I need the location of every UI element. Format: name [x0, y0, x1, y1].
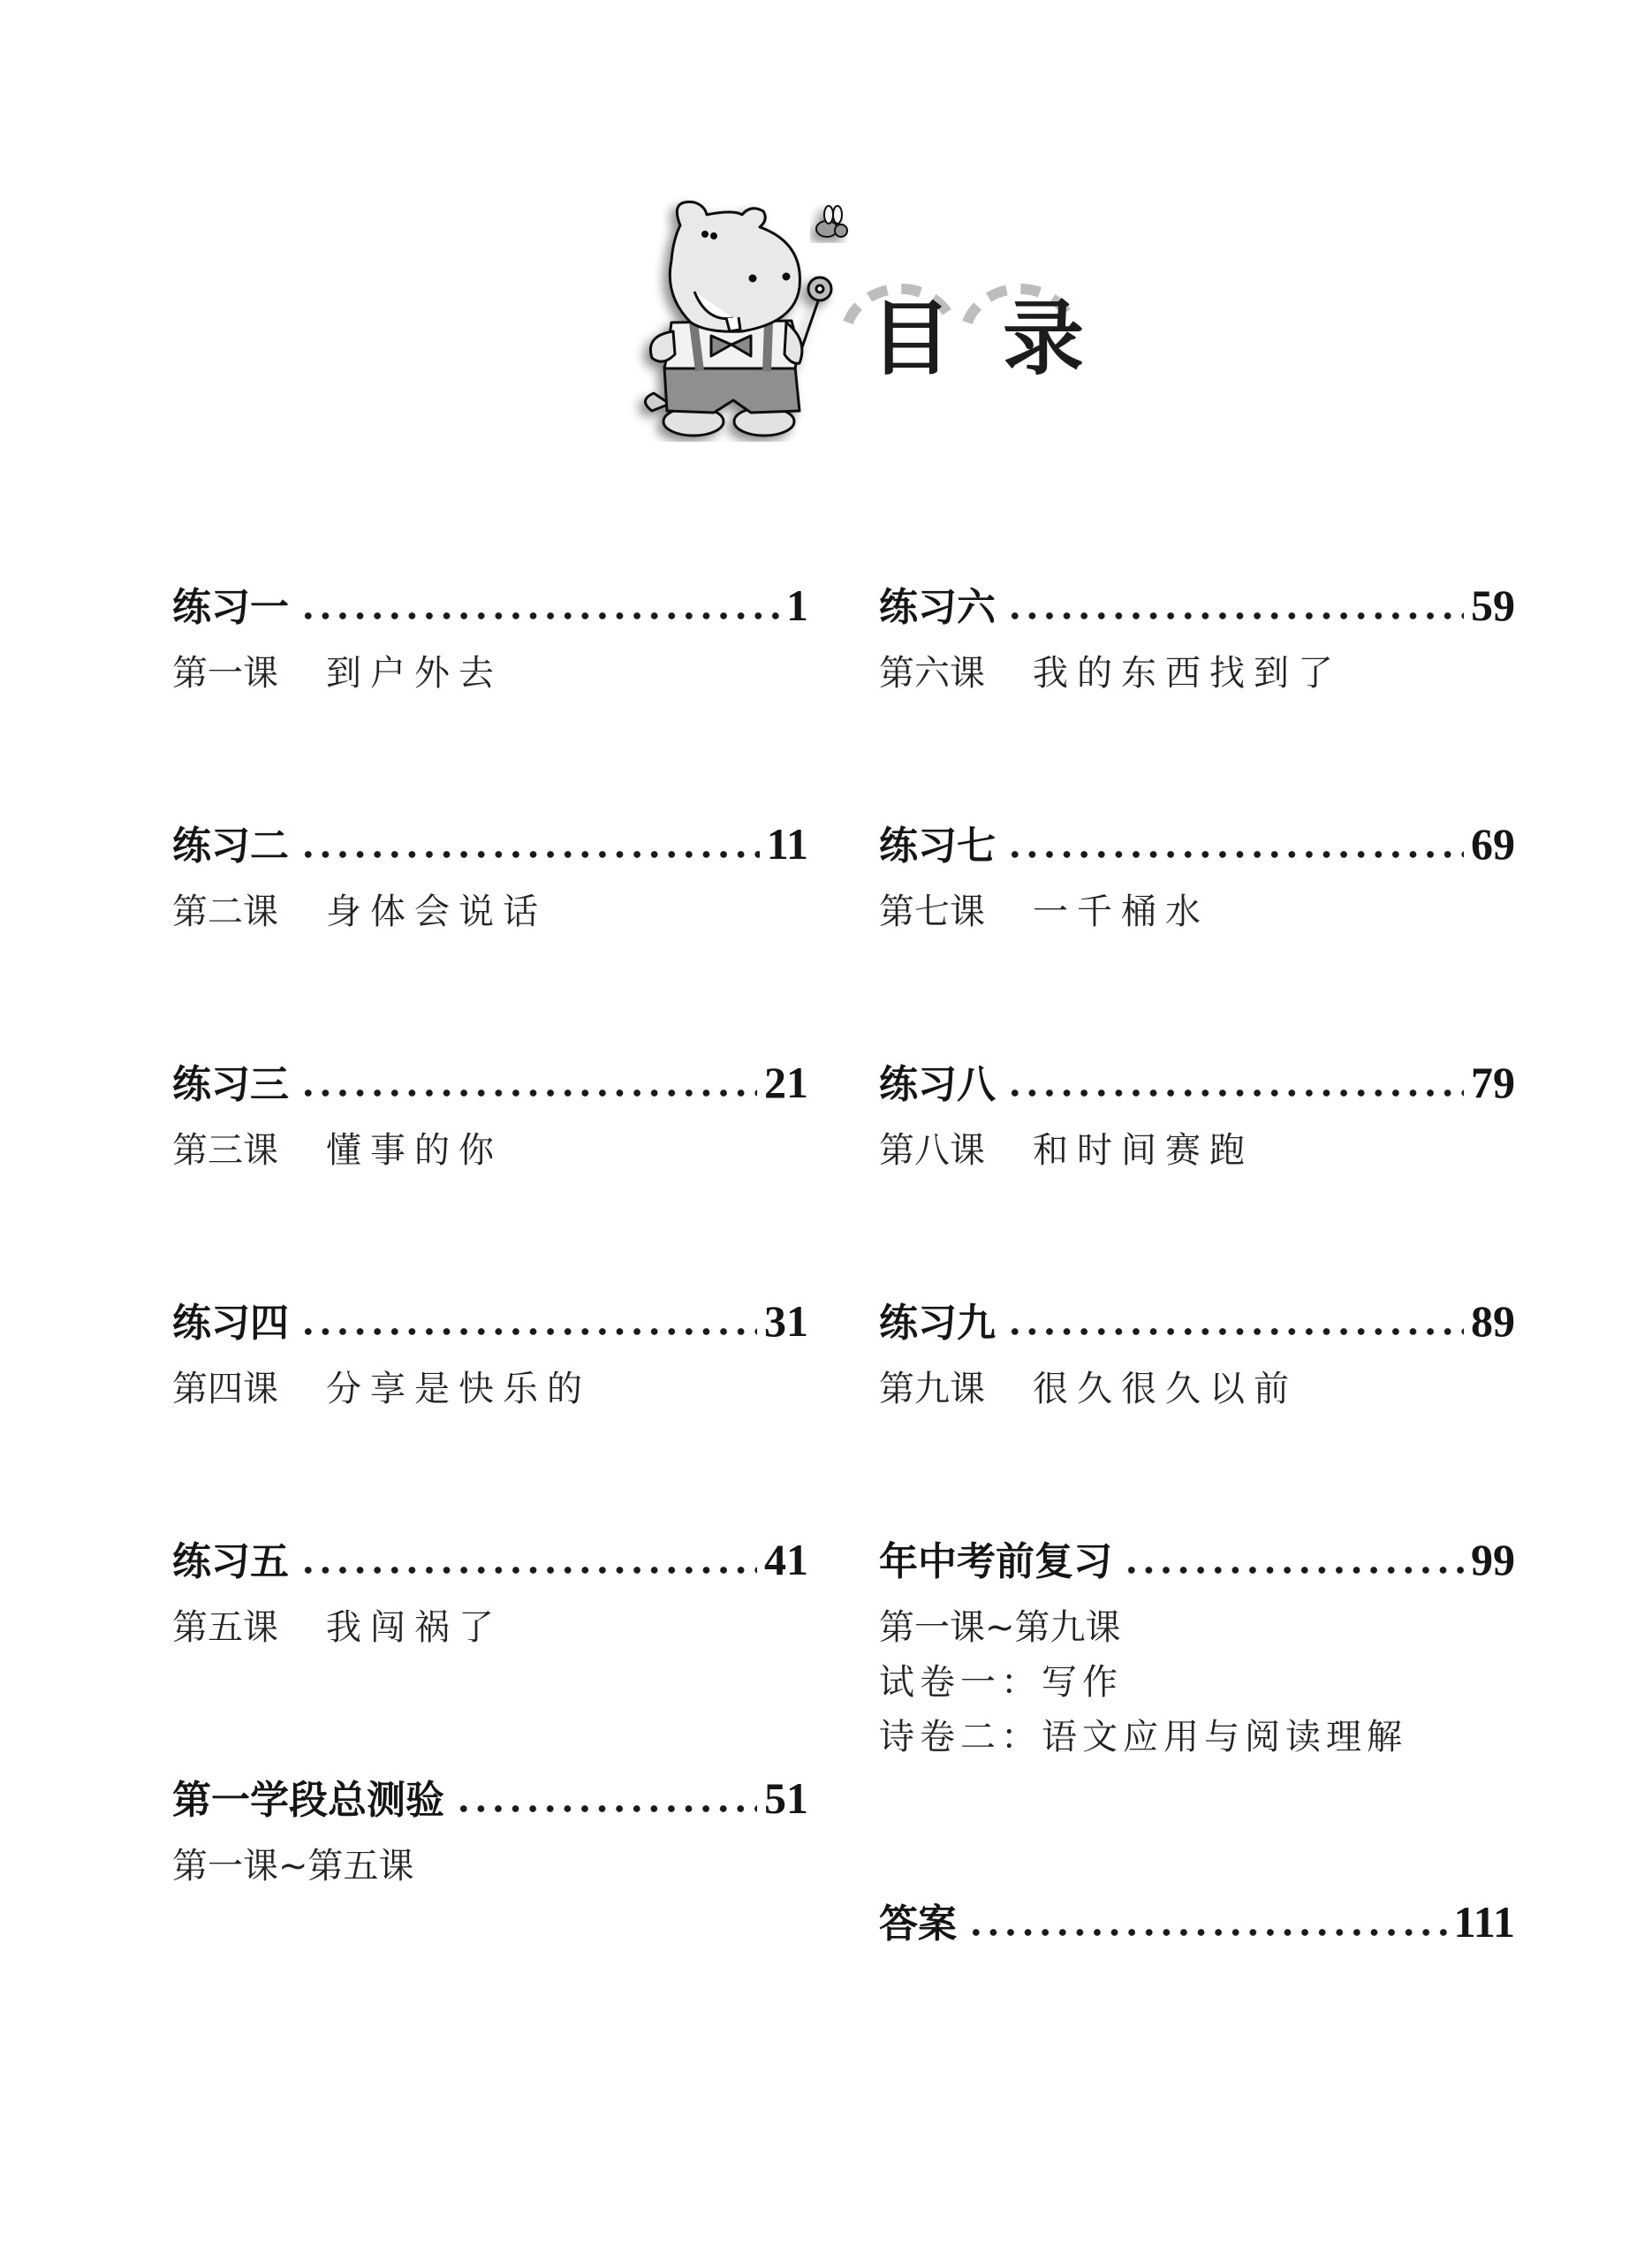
toc-entry-exercise-6[interactable] [879, 574, 1515, 695]
entry-title: 练习六 [879, 585, 996, 630]
lesson-topic: 到户外去 [326, 653, 503, 694]
lesson-number: 第一课 [172, 653, 278, 694]
lesson-line [879, 891, 1515, 933]
lesson-number: 第六课 [879, 653, 985, 694]
page-number: 51 [764, 1773, 808, 1823]
hippo-mascot-illustration [618, 190, 857, 442]
dot-leader [1006, 1089, 1464, 1097]
page-number: 41 [764, 1535, 808, 1584]
page-number: 59 [1471, 581, 1515, 630]
lesson-number: 第四课 [172, 1369, 278, 1409]
entry-title: 练习四 [172, 1301, 289, 1346]
page-number: 69 [1471, 819, 1515, 869]
entry-title: 练习八 [879, 1062, 996, 1107]
dot-leader [299, 611, 779, 620]
lesson-topic: 我的东西找到了 [1033, 653, 1342, 694]
toc-entry-answers[interactable] [879, 1891, 1515, 1947]
dot-leader [299, 1566, 757, 1575]
lesson-line [879, 652, 1515, 695]
toc-entry-midyear-review[interactable] [879, 1529, 1515, 1758]
lesson-line [172, 1606, 808, 1649]
entry-title: 练习三 [172, 1062, 289, 1107]
toc-entry-exercise-5[interactable] [172, 1529, 808, 1649]
page-number: 89 [1471, 1296, 1515, 1346]
lesson-topic: 懂事的你 [326, 1130, 503, 1171]
lesson-line [172, 1129, 808, 1172]
toc-entry-exercise-7[interactable] [879, 813, 1515, 933]
lesson-number: 第八课 [879, 1130, 985, 1171]
lesson-line [879, 1129, 1515, 1172]
page-title: 目录 [870, 292, 1136, 386]
dot-leader [455, 1804, 757, 1813]
lesson-topic: 一千桶水 [1033, 892, 1209, 932]
dot-leader [1006, 611, 1464, 620]
dot-leader [1006, 1327, 1464, 1336]
dot-leader [299, 1327, 757, 1336]
toc-entry-exercise-2[interactable] [172, 813, 808, 933]
entry-title: 练习七 [879, 824, 996, 869]
entry-title: 练习九 [879, 1301, 996, 1346]
lesson-topic: 我闯祸了 [326, 1607, 503, 1648]
dot-leader [1006, 850, 1464, 859]
dot-leader [299, 1089, 757, 1097]
page-number: 99 [1471, 1535, 1515, 1584]
lesson-range: 第一课~第五课 [172, 1846, 414, 1886]
page-number: 111 [1453, 1897, 1515, 1947]
entry-title: 练习五 [172, 1539, 289, 1584]
dot-leader [299, 850, 760, 859]
page-number: 79 [1471, 1058, 1515, 1107]
lesson-number: 第九课 [879, 1369, 985, 1409]
lesson-number: 第二课 [172, 892, 278, 932]
lesson-topic: 很久很久以前 [1033, 1369, 1298, 1409]
dot-leader [967, 1928, 1447, 1937]
lesson-line [172, 1368, 808, 1410]
page-number: 1 [786, 581, 808, 630]
lesson-line [879, 1368, 1515, 1410]
paper-2-line: 诗卷二：语文应用与阅读理解 [879, 1717, 1407, 1757]
entry-title: 答案 [879, 1901, 957, 1947]
toc-entry-exercise-8[interactable] [879, 1051, 1515, 1172]
toc-entry-exercise-4[interactable] [172, 1290, 808, 1410]
page-number: 21 [764, 1058, 808, 1107]
lesson-number: 第七课 [879, 892, 985, 932]
page-number: 11 [766, 819, 808, 869]
lesson-line [172, 652, 808, 695]
toc-entry-exercise-9[interactable] [879, 1290, 1515, 1410]
entry-title: 年中考前复习 [879, 1539, 1112, 1584]
toc-entry-exercise-1[interactable] [172, 574, 808, 695]
entry-title: 练习二 [172, 824, 289, 869]
toc-entry-exercise-3[interactable] [172, 1051, 808, 1172]
lesson-topic: 和时间赛跑 [1033, 1130, 1254, 1171]
lesson-topic: 分享是快乐的 [326, 1369, 591, 1409]
lesson-number: 第五课 [172, 1607, 278, 1648]
lesson-line [172, 891, 808, 933]
lesson-topic: 身体会说话 [326, 892, 547, 932]
page-number: 31 [764, 1296, 808, 1346]
toc-entry-term-1-test[interactable] [172, 1767, 808, 1887]
entry-title: 练习一 [172, 585, 289, 630]
entry-title: 第一学段总测验 [172, 1778, 444, 1823]
paper-1-line: 试卷一：写作 [879, 1662, 1123, 1703]
dot-leader [1123, 1566, 1464, 1575]
lesson-range: 第一课~第九课 [879, 1607, 1121, 1648]
lesson-number: 第三课 [172, 1130, 278, 1171]
